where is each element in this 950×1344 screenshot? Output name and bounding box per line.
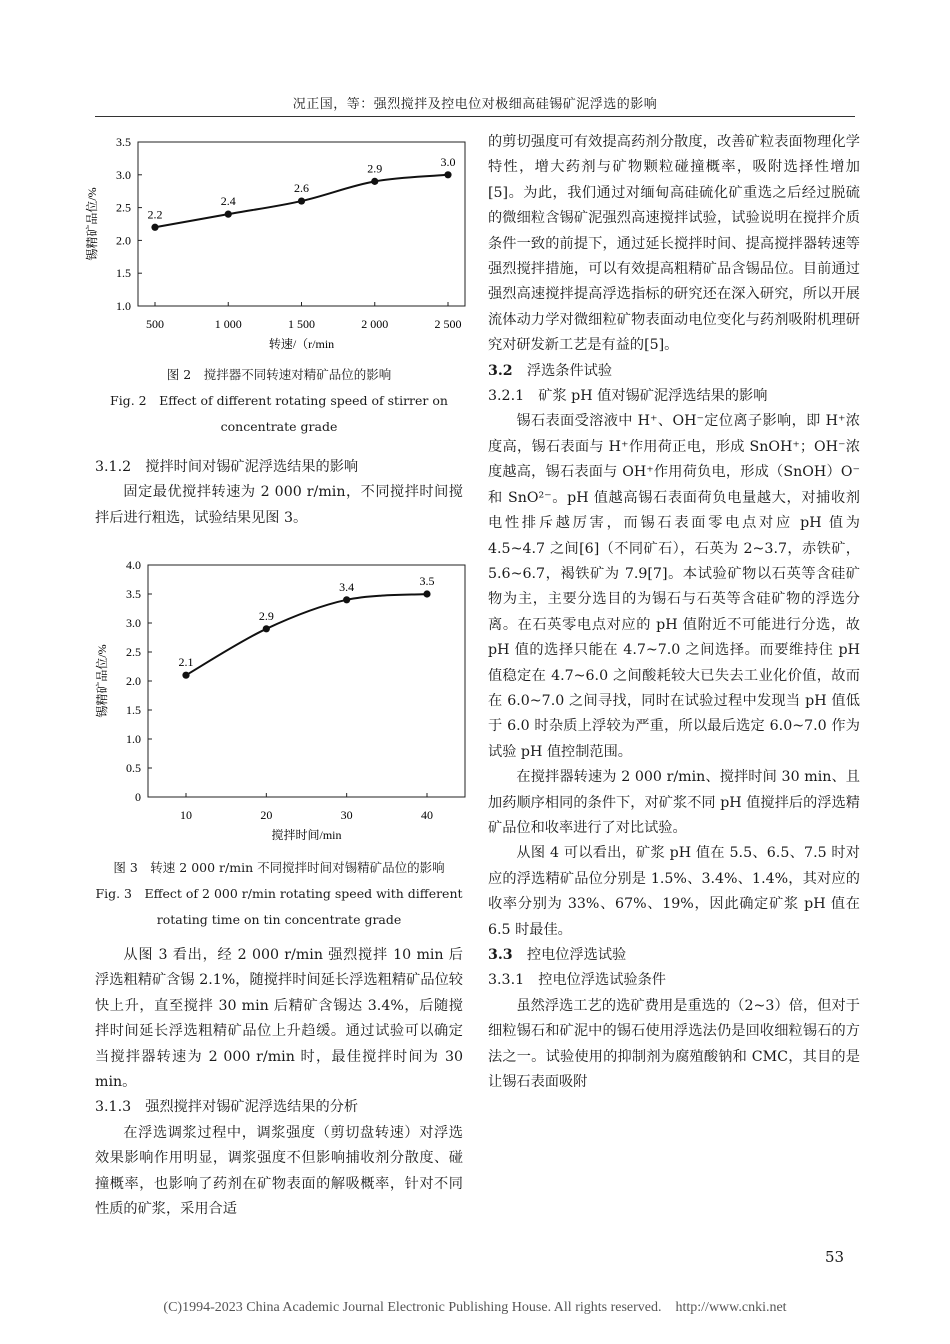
section-3-2-1-heading: 3.2.1 矿浆 pH 值对锡矿泥浮选结果的影响 <box>488 388 768 405</box>
fig3-x-tick-label: 30 <box>340 808 353 822</box>
fig2-x-tick-label: 1 000 <box>214 317 242 331</box>
fig2-data-label: 2.4 <box>220 194 236 209</box>
fig3-y-tick-label: 2.0 <box>126 674 141 688</box>
figure-2-caption-en-1: Fig. 2 Effect of different rotating speed of stirrer on <box>110 393 448 408</box>
section-3-1-2-heading: 3.1.2 搅拌时间对锡矿泥浮选结果的影响 <box>95 459 359 475</box>
figure-2-caption <box>95 362 463 440</box>
fig3-y-tick-label: 1.0 <box>126 732 141 746</box>
fig3-data-label: 2.9 <box>258 608 274 623</box>
figure-2-chart <box>80 128 480 358</box>
fig2-data-point <box>444 171 451 178</box>
figure-3-caption <box>85 855 473 933</box>
fig2-x-tick-label: 500 <box>146 317 164 331</box>
section-3-2-1-paragraph-1: 锡石表面受溶液中 H⁺、OH⁻定位离子影响，即 H⁺浓度高，锡石表面与 H⁺作用荷正电，形成 SnOH⁺；OH⁻浓度越高，锡石表面与 OH⁺作用荷负电，形成（SnOH）O⁻和 SnO²⁻。pH 值越高锡石表面荷负电量越大，对捕收剂电性排斥越厉害，而锡石表面零电点对应 pH 值为 4.5~4.7 之间[6]（不同矿石），石英为 2~3.7，赤铁矿，5.6~6.7，褐铁矿为 7.9[7]。本试验矿物以石英等含硅矿物为主，主要分选目的为锡石与石英等含硅矿物的浮选分离。在石英零电点对应的 pH 值附近不可能进行分选，故 pH 值的选择只能在 4.7~7.0 之间选择。而要维持住 pH 值稳定在 4.7~6.0 之间酸耗较大已失去工业化价值，故而在 6.0~7.0 之间寻找，同时在试验过程中发现当 pH 值低于 6.0 时杂质上浮较为严重，所以最后选定 6.0~7.0 作为试验 pH 值控制范围。 <box>488 413 860 760</box>
fig3-x-axis-title: 搅拌时间/min <box>271 828 342 842</box>
fig2-data-point <box>298 197 305 204</box>
fig2-data-label: 2.2 <box>147 207 163 222</box>
section-3-3-1-heading: 3.3.1 控电位浮选试验条件 <box>488 972 666 989</box>
fig3-y-tick-label: 1.5 <box>126 703 141 717</box>
fig2-plot-frame <box>138 142 465 306</box>
continued-paragraph: 的剪切强度可有效提高药剂分散度，改善矿粒表面物理化学特性，增大药剂与矿物颗粒碰撞概率，吸附选择性增加[5]。为此，我们通过对缅甸高硅硫化矿重选之后经过脱硫的微细粒含锡矿泥强烈高速搅拌试验，试验说明在搅拌介质条件一致的前提下，通过延长搅拌时间、提高搅拌器转速等强烈搅拌措施，可以有效提高粗精矿品含锡品位。目前通过强烈高速搅拌提高浮选指标的研究还在深入研究，所以开展流体动力学对微细粒矿物表面动电位变化与药剂吸附机理研究对研发新工艺是有益的[5]。 <box>488 134 860 354</box>
fig3-data-point <box>182 672 189 679</box>
section-3-3-1-paragraph: 虽然浮选工艺的选矿费用是重选的（2~3）倍，但对于细粒锡石和矿泥中的锡石使用浮选法仍是回收细粒锡石的方法之一。试验使用的抑制剂为腐殖酸钠和 CMC，其目的是让锡石表面吸附 <box>488 997 860 1091</box>
section-3-1-2-paragraph: 固定最优搅拌转速为 2 000 r/min，不同搅拌时间搅拌后进行粗选，试验结果见图 3。 <box>95 484 463 526</box>
fig2-x-axis-title: 转速/（r/min <box>268 337 335 351</box>
fig3-series-line <box>186 594 427 675</box>
fig2-data-point <box>151 224 158 231</box>
fig3-y-tick-label: 0.5 <box>126 761 141 775</box>
fig2-x-tick-label: 2 500 <box>434 317 462 331</box>
fig2-data-point <box>371 178 378 185</box>
fig3-y-tick-label: 2.5 <box>126 645 141 659</box>
figure-3-discussion: 从图 3 看出，经 2 000 r/min 强烈搅拌 10 min 后浮选粗精矿含锡 2.1%，随搅拌时间延长浮选粗精矿品位较快上升，直至搅拌 30 min 后精矿含锡达 3.4%，后随搅拌时间延长浮选粗精矿品位上升趋缓。通过试验可以确定当搅拌器转速为 2 000 r/min 时，最佳搅拌时间为 30 min。 <box>95 947 463 1091</box>
running-header: 况正国，等：强烈搅拌及控电位对极细高硅锡矿泥浮选的影响 <box>292 97 658 112</box>
fig2-x-tick-label: 2 000 <box>361 317 389 331</box>
fig2-data-label: 2.9 <box>367 161 383 176</box>
section-3-2-1-paragraph-3: 从图 4 可以看出，矿浆 pH 值在 5.5、6.5、7.5 时对应的浮选精矿品位分别是 1.5%、3.4%、1.4%，其对应的收率分别为 33%、67%、19%，因此确定矿浆 pH 值在 6.5 时最佳。 <box>488 845 860 938</box>
figure-3-caption-en-1: Fig. 3 Effect of 2 000 r/min rotating speed with different <box>95 886 463 901</box>
figure-2-svg <box>80 128 480 358</box>
fig3-x-tick-label: 10 <box>180 808 192 822</box>
fig2-y-tick-label: 2.5 <box>116 200 131 215</box>
section-3-2-1-paragraph-2: 在搅拌器转速为 2 000 r/min、搅拌时间 30 min、且加药顺序相同的条件下，对矿浆不同 pH 值搅拌后的浮选精矿品位和收率进行了对比试验。 <box>488 769 860 836</box>
section-3-3-title: 控电位浮选试验 <box>526 947 627 963</box>
fig3-data-label: 3.4 <box>339 579 355 594</box>
header-divider <box>95 116 855 117</box>
figure-3-caption-cn: 图 3 转速 2 000 r/min 不同搅拌时间对锡精矿品位的影响 <box>113 860 445 875</box>
section-3-2-title: 浮选条件试验 <box>526 362 613 379</box>
figure-3-caption-en-2: rotating time on tin concentrate grade <box>156 912 402 927</box>
fig3-y-tick-label: 0 <box>135 790 141 804</box>
fig3-data-point <box>343 596 350 603</box>
fig2-data-label: 2.6 <box>294 181 309 196</box>
fig2-data-point <box>225 211 232 218</box>
fig3-x-tick-label: 40 <box>421 808 433 822</box>
fig2-y-tick-label: 3.0 <box>116 167 131 182</box>
fig2-data-label: 3.0 <box>440 154 456 169</box>
figure-3-svg <box>80 550 480 850</box>
fig2-y-tick-label: 1.0 <box>116 299 131 313</box>
fig3-data-label: 2.1 <box>178 655 194 670</box>
left-column-lower <box>95 943 463 1222</box>
fig2-x-tick-label: 1 500 <box>288 317 315 331</box>
section-3-3-heading <box>488 943 860 968</box>
figure-2-caption-cn: 图 2 搅拌器不同转速对精矿品位的影响 <box>166 367 392 382</box>
fig2-y-tick-label: 2.0 <box>116 233 131 248</box>
copyright-footer: (C)1994-2023 China Academic Journal Electronic Publishing House. All rights reserved. http://www.cnki.net <box>163 1300 787 1315</box>
section-3-2-heading <box>488 359 860 384</box>
fig3-plot-frame <box>148 565 465 797</box>
section-3-3-number: 3.3 <box>488 947 513 963</box>
fig3-data-point <box>263 625 270 632</box>
fig3-data-point <box>423 590 430 597</box>
fig2-y-tick-label: 3.5 <box>116 135 131 149</box>
left-column-upper <box>95 455 463 531</box>
fig3-x-tick-label: 20 <box>260 808 273 822</box>
fig3-y-axis-title: 锡精矿品位/% <box>95 644 109 718</box>
section-3-2-number: 3.2 <box>488 362 513 379</box>
page-number: 53 <box>825 1248 845 1266</box>
figure-2-caption-en-2: concentrate grade <box>220 419 338 434</box>
section-3-1-3-heading: 3.1.3 强烈搅拌对锡矿泥浮选结果的分析 <box>95 1099 359 1116</box>
figure-3-chart <box>80 550 480 850</box>
fig3-y-tick-label: 4.0 <box>126 558 141 572</box>
section-3-1-3-paragraph: 在浮选调浆过程中，调浆强度（剪切盘转速）对浮选效果影响作用明显，调浆强度不但影响捕收剂分散度、碰撞概率，也影响了药剂在矿物表面的解吸概率，针对不同性质的矿浆，采用合适 <box>95 1124 463 1218</box>
right-column <box>488 130 860 1095</box>
fig3-data-label: 3.5 <box>419 574 435 588</box>
fig3-y-tick-label: 3.0 <box>126 616 141 630</box>
fig3-y-tick-label: 3.5 <box>126 587 141 601</box>
fig2-y-tick-label: 1.5 <box>116 266 131 281</box>
fig2-y-axis-title: 锡精矿品位/% <box>85 187 99 261</box>
